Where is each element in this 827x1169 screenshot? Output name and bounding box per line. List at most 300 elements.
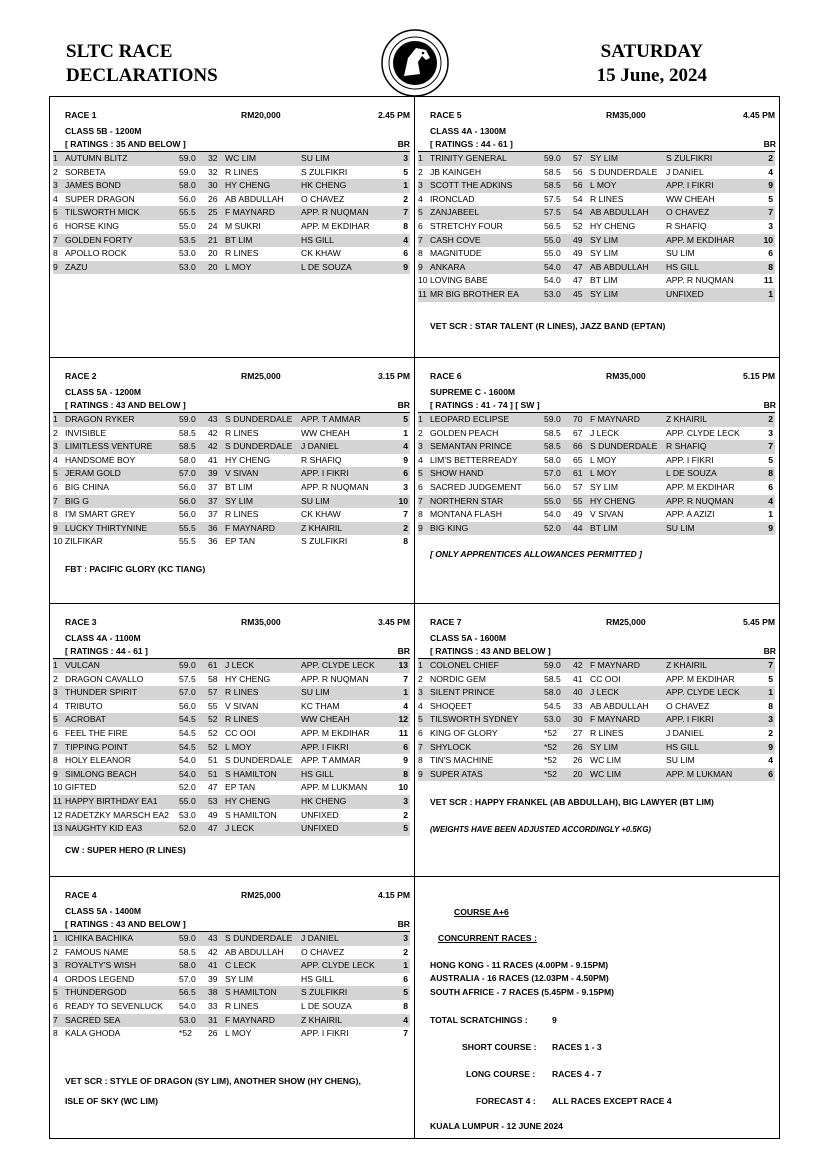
runner-number: 5 bbox=[418, 468, 423, 479]
race-header bbox=[65, 890, 410, 902]
trainer: APP. A AZIZI bbox=[666, 509, 715, 520]
rating: 67 bbox=[573, 427, 583, 438]
short-course-value: RACES 1 - 3 bbox=[552, 1042, 602, 1052]
rating: 47 bbox=[573, 275, 583, 286]
runner-number: 1 bbox=[53, 153, 58, 163]
trainer: SU LIM bbox=[666, 522, 695, 533]
table-row bbox=[418, 166, 775, 180]
trainer: R SHAFIQ bbox=[666, 220, 707, 231]
table-row bbox=[418, 234, 775, 248]
jockey: CC OOI bbox=[590, 673, 621, 684]
horse-name: BIG G bbox=[65, 495, 89, 506]
barrier: 3 bbox=[403, 481, 408, 492]
race-date-text: 15 June, 2024 bbox=[596, 65, 707, 86]
race-number: RACE 1 bbox=[65, 110, 97, 120]
table-row bbox=[418, 741, 775, 755]
race-panel bbox=[414, 96, 780, 357]
weight: 57.5 bbox=[544, 207, 561, 218]
trainer: R SHAFIQ bbox=[301, 454, 342, 465]
runner-number: 8 bbox=[418, 755, 423, 766]
race-note: VET SCR : STAR TALENT (R LINES), JAZZ BAND (EPTAN) bbox=[430, 321, 666, 331]
trainer: HS GILL bbox=[301, 973, 334, 984]
horse-name: BIG CHINA bbox=[65, 481, 109, 492]
runner-number: 3 bbox=[418, 441, 423, 452]
table-row bbox=[53, 454, 410, 468]
race-number: RACE 7 bbox=[430, 617, 462, 627]
table-row bbox=[53, 166, 410, 180]
table-row bbox=[53, 1014, 410, 1028]
trainer: HK CHENG bbox=[301, 795, 347, 806]
barrier: 3 bbox=[768, 714, 773, 725]
runner-number: 1 bbox=[418, 660, 423, 670]
trainer: KC THAM bbox=[301, 700, 340, 711]
trainer: WW CHEAH bbox=[301, 714, 350, 725]
rating: 26 bbox=[208, 193, 218, 204]
barrier: 4 bbox=[403, 1014, 408, 1025]
trainer: J DANIEL bbox=[666, 727, 704, 738]
horse-name: MR BIG BROTHER EA bbox=[430, 288, 519, 299]
rating: 20 bbox=[208, 261, 218, 272]
jockey: M SUKRI bbox=[225, 220, 261, 231]
barrier-header: BR bbox=[397, 919, 410, 929]
barrier: 8 bbox=[403, 768, 408, 779]
rating: 42 bbox=[573, 660, 583, 670]
table-row bbox=[53, 686, 410, 700]
barrier: 11 bbox=[763, 275, 773, 286]
jockey: R LINES bbox=[225, 687, 259, 698]
runner-number: 3 bbox=[418, 180, 423, 191]
weight: 52.0 bbox=[179, 823, 196, 834]
horse-name: I'M SMART GREY bbox=[65, 509, 136, 520]
runner-number: 5 bbox=[418, 207, 423, 218]
barrier: 11 bbox=[398, 727, 408, 738]
table-row bbox=[53, 1000, 410, 1014]
trainer: R SHAFIQ bbox=[666, 441, 707, 452]
barrier: 3 bbox=[403, 795, 408, 806]
table-row bbox=[53, 152, 410, 166]
barrier: 4 bbox=[768, 755, 773, 766]
horse-name: FAMOUS NAME bbox=[65, 946, 129, 957]
runners-table bbox=[418, 151, 775, 302]
runners-table bbox=[53, 412, 410, 549]
race-date bbox=[597, 40, 707, 88]
long-course-label: LONG COURSE : bbox=[466, 1069, 536, 1079]
race-time: 3.15 PM bbox=[377, 371, 410, 381]
weight: 57.5 bbox=[544, 193, 561, 204]
rating: 38 bbox=[208, 987, 218, 998]
table-row bbox=[53, 973, 410, 987]
trainer: APP. M EKDIHAR bbox=[666, 481, 735, 492]
runner-number: 2 bbox=[418, 673, 423, 684]
jockey: L MOY bbox=[590, 468, 617, 479]
race-panel bbox=[49, 357, 414, 603]
barrier: 8 bbox=[403, 1000, 408, 1011]
jockey: S DUNDERDALE bbox=[225, 755, 293, 766]
trainer: APP. I FIKRI bbox=[666, 714, 714, 725]
race-class: SUPREME C - 1600M bbox=[430, 387, 516, 397]
runner-number: 10 bbox=[418, 275, 428, 286]
race-time: 4.45 PM bbox=[742, 110, 775, 120]
weight: 55.0 bbox=[544, 234, 561, 245]
horse-name: ROYALTY'S WISH bbox=[65, 960, 137, 971]
table-row bbox=[53, 795, 410, 809]
barrier: 10 bbox=[763, 234, 773, 245]
weight: *52 bbox=[544, 727, 557, 738]
horse-name: NORTHERN STAR bbox=[430, 495, 504, 506]
runner-number: 3 bbox=[53, 180, 58, 191]
jockey: R LINES bbox=[225, 166, 259, 177]
horse-name: ZANJABEEL bbox=[430, 207, 480, 218]
rating: 45 bbox=[573, 288, 583, 299]
trainer: SU LIM bbox=[301, 495, 330, 506]
race-note: VET SCR : HAPPY FRANKEL (AB ABDULLAH), BIG LAWYER (BT LIM) bbox=[430, 797, 714, 807]
jockey: HY CHENG bbox=[225, 673, 271, 684]
jockey: SY LIM bbox=[225, 495, 254, 506]
table-row bbox=[418, 274, 775, 288]
runner-number: 1 bbox=[53, 933, 58, 943]
jockey: L MOY bbox=[225, 741, 252, 752]
weight: 54.0 bbox=[179, 1000, 196, 1011]
trainer: APP. CLYDE LECK bbox=[666, 427, 740, 438]
rating: 44 bbox=[573, 522, 583, 533]
weight: 54.5 bbox=[179, 714, 196, 725]
barrier-header: BR bbox=[763, 400, 776, 410]
trainer: APP. R NUQMAN bbox=[301, 207, 369, 218]
concurrent-hong-kong: HONG KONG - 11 RACES (4.00PM - 9.15PM) bbox=[430, 960, 609, 970]
forecast-value: ALL RACES EXCEPT RACE 4 bbox=[552, 1096, 672, 1106]
table-row bbox=[418, 768, 775, 782]
table-row bbox=[53, 427, 410, 441]
trainer: APP. M EKDIHAR bbox=[666, 673, 735, 684]
table-row bbox=[418, 713, 775, 727]
runner-number: 4 bbox=[418, 700, 423, 711]
rating: 41 bbox=[208, 960, 218, 971]
weight: 57.0 bbox=[179, 468, 196, 479]
weight: 58.5 bbox=[544, 180, 561, 191]
jockey: J LECK bbox=[225, 823, 255, 834]
runner-number: 4 bbox=[418, 193, 423, 204]
weight: 56.0 bbox=[179, 193, 196, 204]
weight: 59.0 bbox=[544, 414, 561, 424]
race-note: FBT : PACIFIC GLORY (KC TIANG) bbox=[65, 564, 206, 574]
horse-name: SIMLONG BEACH bbox=[65, 768, 137, 779]
barrier: 3 bbox=[403, 153, 408, 163]
horse-name: ORDOS LEGEND bbox=[65, 973, 135, 984]
jockey: WC LIM bbox=[225, 153, 257, 163]
race-header bbox=[430, 110, 775, 122]
table-row bbox=[53, 247, 410, 261]
runner-number: 3 bbox=[53, 441, 58, 452]
horse-name: HANDSOME BOY bbox=[65, 454, 136, 465]
rating: 58 bbox=[208, 673, 218, 684]
weight: 58.0 bbox=[544, 687, 561, 698]
rating: 20 bbox=[573, 768, 583, 779]
jockey: BT LIM bbox=[590, 522, 618, 533]
table-row bbox=[418, 495, 775, 509]
horse-name: CASH COVE bbox=[430, 234, 481, 245]
horse-name: NORDIC GEM bbox=[430, 673, 486, 684]
barrier: 10 bbox=[398, 782, 408, 793]
rating: 25 bbox=[208, 207, 218, 218]
rating: 56 bbox=[573, 166, 583, 177]
jockey: HY CHENG bbox=[590, 495, 636, 506]
runner-number: 7 bbox=[53, 234, 58, 245]
race-class: CLASS 4A - 1100M bbox=[65, 633, 141, 643]
weight: 55.0 bbox=[544, 495, 561, 506]
trainer: APP. I FIKRI bbox=[301, 468, 349, 479]
rating: 49 bbox=[573, 509, 583, 520]
horse-name: THUNDERGOD bbox=[65, 987, 127, 998]
trainer: HS GILL bbox=[301, 234, 334, 245]
race-number: RACE 6 bbox=[430, 371, 462, 381]
rating: 42 bbox=[208, 946, 218, 957]
weight: 54.0 bbox=[544, 275, 561, 286]
race-time: 4.15 PM bbox=[377, 890, 410, 900]
jockey: AB ABDULLAH bbox=[225, 193, 284, 204]
barrier: 9 bbox=[403, 261, 408, 272]
jockey: SY LIM bbox=[590, 481, 619, 492]
jockey: L MOY bbox=[225, 1028, 252, 1039]
rating: 39 bbox=[208, 468, 218, 479]
runner-number: 2 bbox=[53, 166, 58, 177]
jockey: WC LIM bbox=[590, 768, 622, 779]
table-row bbox=[53, 986, 410, 1000]
trainer: Z KHAIRIL bbox=[301, 522, 343, 533]
barrier-header: BR bbox=[763, 139, 776, 149]
barrier-header: BR bbox=[763, 646, 776, 656]
barrier: 2 bbox=[768, 414, 773, 424]
jockey: C LECK bbox=[225, 960, 257, 971]
horse-name: MAGNITUDE bbox=[430, 248, 482, 259]
jockey: L MOY bbox=[590, 180, 617, 191]
trainer: S ZULFIKRI bbox=[301, 987, 348, 998]
jockey: S HAMILTON bbox=[225, 987, 277, 998]
weight: 59.0 bbox=[544, 660, 561, 670]
page-title bbox=[66, 40, 218, 88]
barrier: 13 bbox=[398, 660, 408, 670]
rating: 36 bbox=[208, 522, 218, 533]
jockey: S DUNDERDALE bbox=[590, 166, 658, 177]
race-number: RACE 2 bbox=[65, 371, 97, 381]
runner-number: 6 bbox=[53, 481, 58, 492]
table-row bbox=[53, 261, 410, 275]
race-time: 5.45 PM bbox=[742, 617, 775, 627]
weight: 58.5 bbox=[544, 166, 561, 177]
trainer: S ZULFIKRI bbox=[301, 536, 348, 547]
trainer: CK KHAW bbox=[301, 509, 341, 520]
trainer: J DANIEL bbox=[301, 441, 339, 452]
rating: 49 bbox=[573, 234, 583, 245]
horse-name: ACROBAT bbox=[65, 714, 106, 725]
barrier: 8 bbox=[403, 536, 408, 547]
trainer: SU LIM bbox=[301, 153, 330, 163]
weight: *52 bbox=[544, 755, 557, 766]
rating: 54 bbox=[573, 193, 583, 204]
jockey: AB ABDULLAH bbox=[590, 700, 649, 711]
runner-number: 5 bbox=[53, 714, 58, 725]
trainer: UNFIXED bbox=[301, 809, 339, 820]
table-row bbox=[53, 781, 410, 795]
long-course-value: RACES 4 - 7 bbox=[552, 1069, 602, 1079]
horse-name: TILSWORTH SYDNEY bbox=[430, 714, 519, 725]
race-note: [ ONLY APPRENTICES ALLOWANCES PERMITTED ] bbox=[430, 549, 642, 559]
barrier: 8 bbox=[768, 261, 773, 272]
jockey: HY CHENG bbox=[590, 220, 636, 231]
table-row bbox=[53, 413, 410, 427]
jockey: BT LIM bbox=[225, 481, 253, 492]
barrier: 5 bbox=[768, 193, 773, 204]
race-class: CLASS 4A - 1300M bbox=[430, 126, 507, 136]
race-prize: RM35,000 bbox=[606, 110, 646, 120]
race-panel bbox=[414, 357, 780, 603]
horse-name: LUCKY THIRTYNINE bbox=[65, 522, 148, 533]
trainer: APP. R NUQMAN bbox=[301, 673, 369, 684]
barrier: 7 bbox=[403, 207, 408, 218]
trainer: O CHAVEZ bbox=[666, 207, 710, 218]
barrier: 5 bbox=[403, 166, 408, 177]
jockey: HY CHENG bbox=[225, 795, 271, 806]
table-row bbox=[53, 822, 410, 836]
race-prize: RM20,000 bbox=[241, 110, 281, 120]
table-row bbox=[53, 768, 410, 782]
jockey: F MAYNARD bbox=[225, 207, 275, 218]
course-label: COURSE A+6 bbox=[454, 907, 509, 917]
jockey: BT LIM bbox=[590, 275, 618, 286]
barrier: 9 bbox=[768, 741, 773, 752]
rating: 40 bbox=[573, 687, 583, 698]
table-row bbox=[53, 754, 410, 768]
trainer: Z KHAIRIL bbox=[666, 414, 708, 424]
barrier: 3 bbox=[768, 427, 773, 438]
barrier: 1 bbox=[768, 509, 773, 520]
jockey: R LINES bbox=[225, 427, 259, 438]
trainer: J DANIEL bbox=[666, 166, 704, 177]
club-logo-icon bbox=[380, 28, 450, 98]
footer-location-date: KUALA LUMPUR - 12 JUNE 2024 bbox=[430, 1121, 563, 1131]
horse-name: STRETCHY FOUR bbox=[430, 220, 503, 231]
horse-name: HORSE KING bbox=[65, 220, 119, 231]
horse-name: READY TO SEVENLUCK bbox=[65, 1000, 163, 1011]
table-row bbox=[53, 206, 410, 220]
rating: 57 bbox=[573, 481, 583, 492]
barrier: 4 bbox=[403, 700, 408, 711]
rating: 37 bbox=[208, 481, 218, 492]
table-row bbox=[53, 727, 410, 741]
info-panel bbox=[414, 876, 780, 1139]
jockey: V SIVAN bbox=[590, 509, 624, 520]
jockey: R LINES bbox=[590, 727, 624, 738]
barrier: 8 bbox=[403, 220, 408, 231]
race-ratings: [ RATINGS : 35 AND BELOW ] bbox=[65, 139, 186, 149]
trainer: S ZULFIKRI bbox=[666, 153, 713, 163]
weight: 55.0 bbox=[179, 795, 196, 806]
barrier: 9 bbox=[403, 755, 408, 766]
weight: 57.5 bbox=[179, 673, 196, 684]
weight: 56.5 bbox=[179, 987, 196, 998]
rating: 51 bbox=[208, 755, 218, 766]
runner-number: 11 bbox=[418, 288, 427, 299]
jockey: SY LIM bbox=[590, 288, 619, 299]
runner-number: 1 bbox=[53, 660, 58, 670]
horse-name: SUPER DRAGON bbox=[65, 193, 135, 204]
horse-name: COLONEL CHIEF bbox=[430, 660, 499, 670]
runner-number: 6 bbox=[53, 1000, 58, 1011]
jockey: EP TAN bbox=[225, 536, 256, 547]
runner-number: 1 bbox=[418, 414, 423, 424]
race-ratings: [ RATINGS : 43 AND BELOW ] bbox=[65, 919, 186, 929]
table-row bbox=[418, 659, 775, 673]
barrier: 6 bbox=[403, 741, 408, 752]
weight: 59.0 bbox=[179, 414, 196, 424]
table-row bbox=[53, 481, 410, 495]
race-header bbox=[65, 371, 410, 383]
jockey: R LINES bbox=[225, 714, 259, 725]
weight: 56.0 bbox=[179, 481, 196, 492]
weight: 54.0 bbox=[179, 768, 196, 779]
jockey: HY CHENG bbox=[225, 454, 271, 465]
horse-name: HAPPY BIRTHDAY EA1 bbox=[65, 795, 158, 806]
runner-number: 13 bbox=[53, 823, 63, 834]
rating: 33 bbox=[573, 700, 583, 711]
race-panel bbox=[49, 96, 414, 357]
concurrent-races-label: CONCURRENT RACES : bbox=[438, 933, 537, 943]
jockey: S DUNDERDALE bbox=[225, 441, 293, 452]
barrier: 2 bbox=[403, 809, 408, 820]
trainer: WW CHEAH bbox=[666, 193, 715, 204]
weight: 56.5 bbox=[544, 220, 561, 231]
runner-number: 8 bbox=[53, 755, 58, 766]
weight: 54.0 bbox=[179, 755, 196, 766]
horse-name: DRAGON CAVALLO bbox=[65, 673, 144, 684]
table-row bbox=[418, 522, 775, 536]
table-row bbox=[418, 467, 775, 481]
barrier: 2 bbox=[768, 153, 773, 163]
rating: 36 bbox=[208, 536, 218, 547]
weight: 58.0 bbox=[179, 454, 196, 465]
weight: 57.0 bbox=[179, 687, 196, 698]
rating: 55 bbox=[573, 495, 583, 506]
trainer: APP. M LUKMAN bbox=[301, 782, 368, 793]
jockey: F MAYNARD bbox=[590, 414, 640, 424]
jockey: J LECK bbox=[590, 427, 620, 438]
jockey: S HAMILTON bbox=[225, 809, 277, 820]
rating: 57 bbox=[573, 153, 583, 163]
rating: 30 bbox=[208, 180, 218, 191]
weight: 59.0 bbox=[179, 660, 196, 670]
barrier: 5 bbox=[768, 454, 773, 465]
rating: 32 bbox=[208, 166, 218, 177]
barrier: 1 bbox=[403, 960, 408, 971]
barrier: 7 bbox=[403, 1028, 408, 1039]
jockey: R LINES bbox=[225, 248, 259, 259]
rating: 31 bbox=[208, 1014, 218, 1025]
table-row bbox=[418, 261, 775, 275]
trainer: APP. R NUQMAN bbox=[301, 481, 369, 492]
horse-name: BIG KING bbox=[430, 522, 469, 533]
trainer: SU LIM bbox=[666, 755, 695, 766]
race-number: RACE 4 bbox=[65, 890, 97, 900]
table-row bbox=[418, 247, 775, 261]
trainer: Z KHAIRIL bbox=[666, 660, 708, 670]
runner-number: 8 bbox=[53, 509, 58, 520]
table-row bbox=[53, 700, 410, 714]
rating: 32 bbox=[208, 153, 218, 163]
jockey: R LINES bbox=[590, 193, 624, 204]
trainer: O CHAVEZ bbox=[666, 700, 710, 711]
concurrent-australia: AUSTRALIA - 16 RACES (12.03PM - 4.50PM) bbox=[430, 973, 609, 983]
weight: 53.0 bbox=[179, 248, 196, 259]
barrier: 5 bbox=[403, 987, 408, 998]
